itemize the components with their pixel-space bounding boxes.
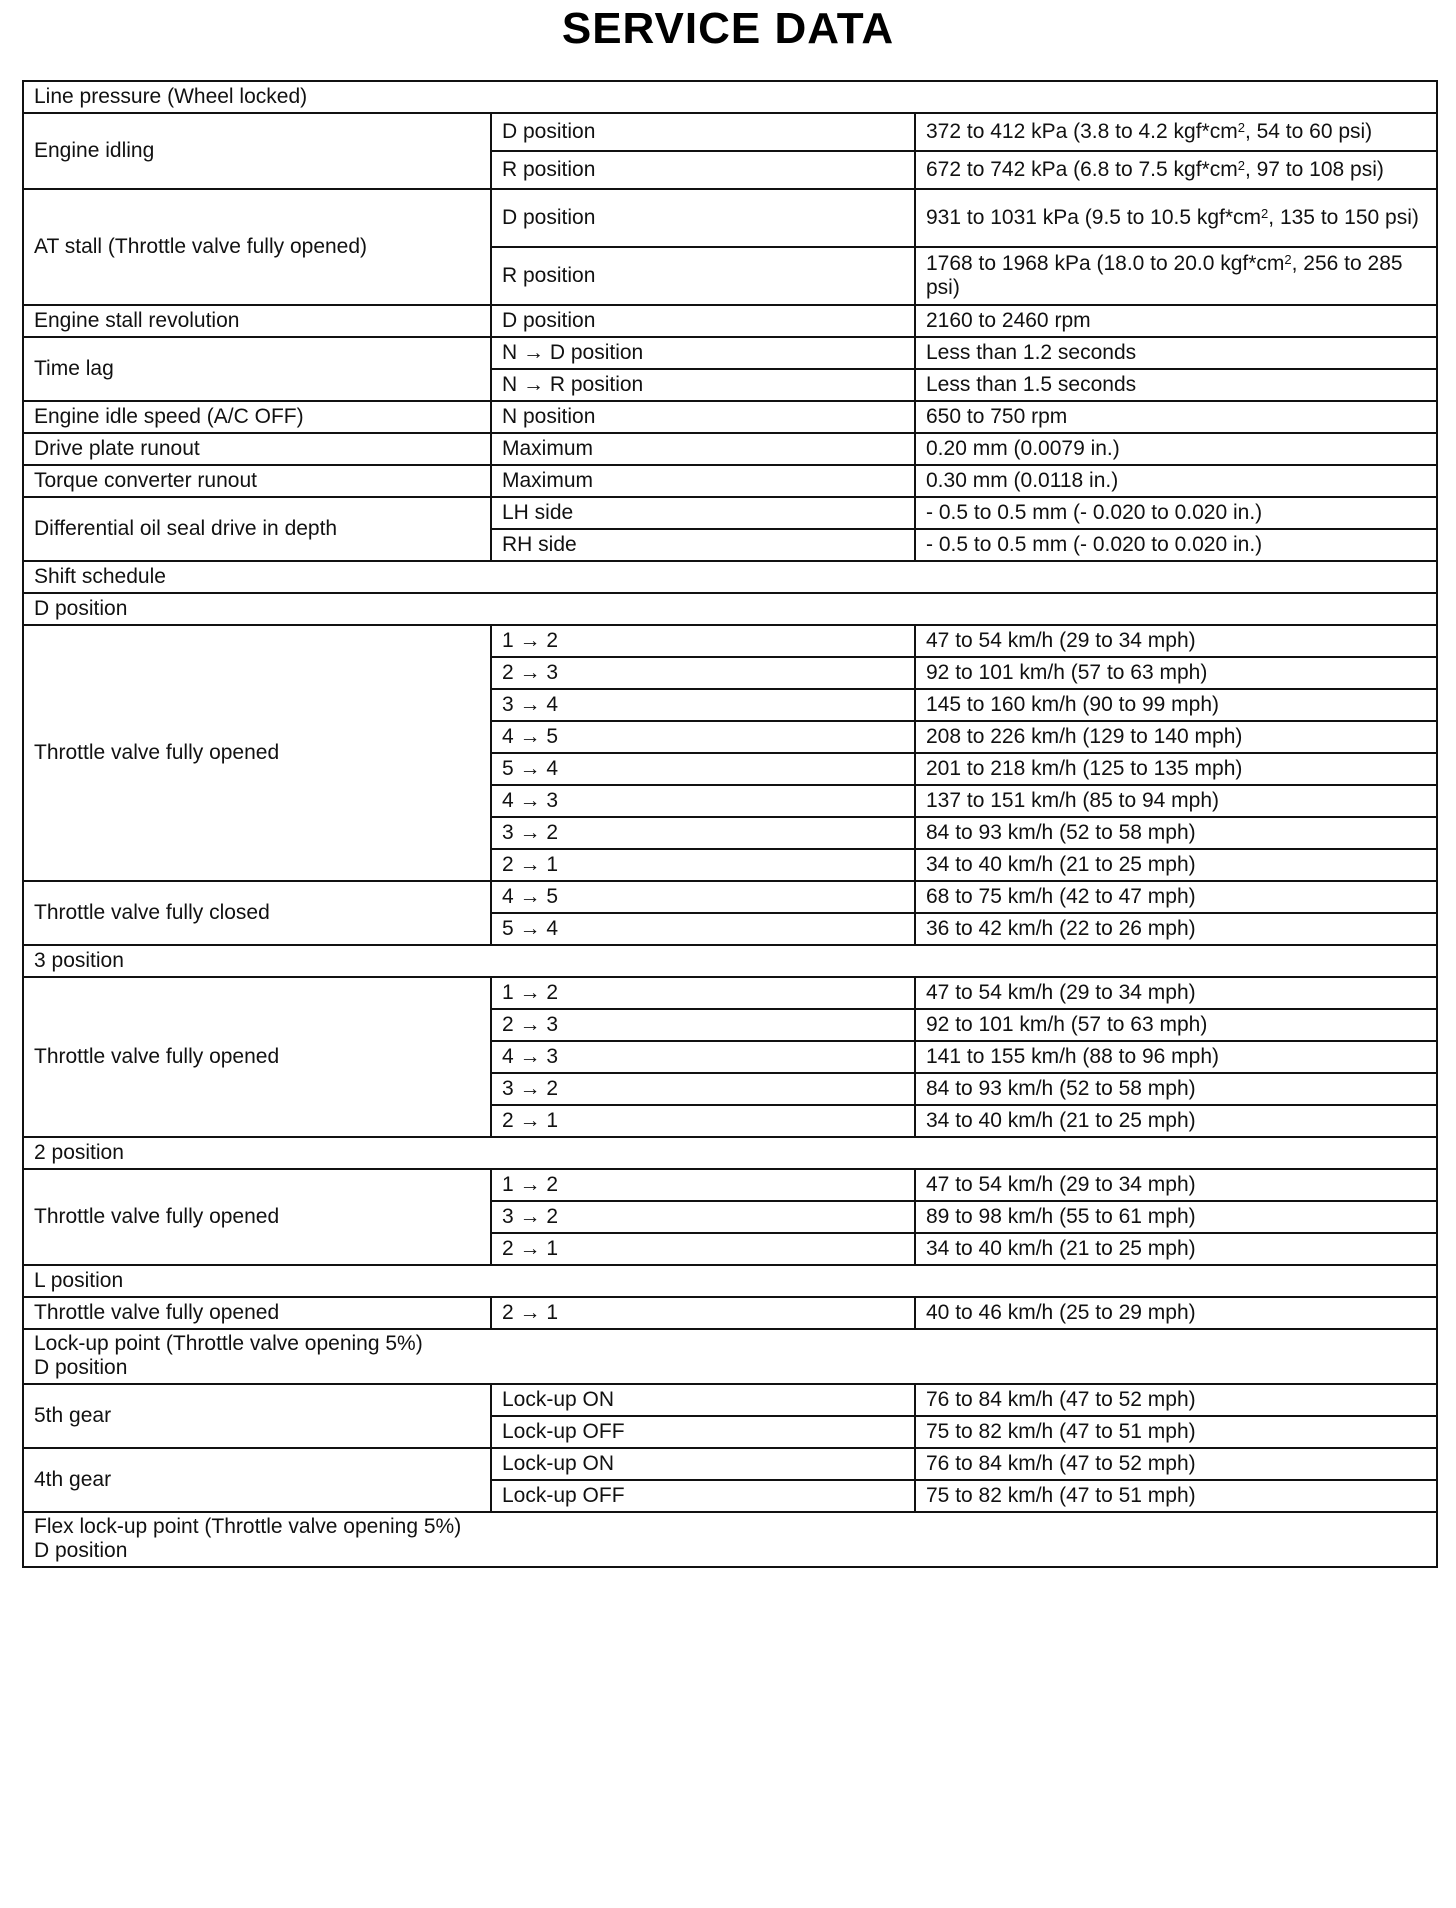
table-row: [23, 593, 1437, 625]
table-row: [23, 977, 1437, 1009]
shift-cell: 3 → 4: [491, 689, 915, 721]
speed-cell: 201 to 218 km/h (125 to 135 mph): [915, 753, 1437, 785]
table-row: [23, 189, 1437, 247]
value-cell: 650 to 750 rpm: [915, 401, 1437, 433]
speed-cell: 92 to 101 km/h (57 to 63 mph): [915, 657, 1437, 689]
value-cell: - 0.5 to 0.5 mm (- 0.020 to 0.020 in.): [915, 497, 1437, 529]
table-row: [23, 1169, 1437, 1201]
row-label: 5th gear: [23, 1384, 491, 1448]
row-label: Throttle valve fully opened: [23, 625, 491, 881]
table-row: [23, 1329, 1437, 1384]
row-label: Differential oil seal drive in depth: [23, 497, 491, 561]
condition-cell: R position: [491, 151, 915, 189]
value-cell: 0.20 mm (0.0079 in.): [915, 433, 1437, 465]
section-header: 3 position: [23, 945, 1437, 977]
value-cell: Less than 1.2 seconds: [915, 337, 1437, 369]
speed-cell: 137 to 151 km/h (85 to 94 mph): [915, 785, 1437, 817]
page-title: SERVICE DATA: [561, 4, 895, 53]
table-row: [23, 1265, 1437, 1297]
table-row: [23, 945, 1437, 977]
value-cell: 0.30 mm (0.0118 in.): [915, 465, 1437, 497]
row-label: Throttle valve fully opened: [23, 1297, 491, 1329]
table-row: [23, 881, 1437, 913]
shift-cell: 3 → 2: [491, 1073, 915, 1105]
shift-cell: 2 → 1: [491, 849, 915, 881]
service-data-table: [22, 80, 1438, 1568]
speed-cell: 92 to 101 km/h (57 to 63 mph): [915, 1009, 1437, 1041]
shift-cell: 4 → 5: [491, 881, 915, 913]
value-cell: 672 to 742 kPa (6.8 to 7.5 $kgf*cm^2$, 97 to 108 psi): [915, 151, 1437, 189]
value-cell: Less than 1.5 seconds: [915, 369, 1437, 401]
shift-cell: 2 → 1: [491, 1297, 915, 1329]
row-label: Engine idling: [23, 113, 491, 189]
value-cell: 2160 to 2460 rpm: [915, 305, 1437, 337]
condition-cell: Lock-up OFF: [491, 1416, 915, 1448]
shift-cell: 4 → 3: [491, 785, 915, 817]
section-header: 2 position: [23, 1137, 1437, 1169]
condition-cell: R position: [491, 247, 915, 305]
section-header: Lock-up point (Throttle valve opening 5%) D position: [23, 1329, 1437, 1384]
table-row: [23, 1512, 1437, 1567]
condition-cell: Lock-up ON: [491, 1384, 915, 1416]
speed-cell: 40 to 46 km/h (25 to 29 mph): [915, 1297, 1437, 1329]
table-row: [23, 1137, 1437, 1169]
speed-cell: 47 to 54 km/h (29 to 34 mph): [915, 977, 1437, 1009]
condition-cell: D position: [491, 189, 915, 247]
value-cell: 372 to 412 kPa (3.8 to 4.2 $kgf*cm^2$, 54 to 60 psi): [915, 113, 1437, 151]
table-row: [23, 497, 1437, 529]
table-row: [23, 1297, 1437, 1329]
table-row: [23, 113, 1437, 151]
value-cell: 76 to 84 km/h (47 to 52 mph): [915, 1384, 1437, 1416]
value-cell: - 0.5 to 0.5 mm (- 0.020 to 0.020 in.): [915, 529, 1437, 561]
shift-cell: 2 → 1: [491, 1233, 915, 1265]
speed-cell: 141 to 155 km/h (88 to 96 mph): [915, 1041, 1437, 1073]
table-row: [23, 1384, 1437, 1416]
section-header: D position: [23, 593, 1437, 625]
row-label: Engine idle speed (A/C OFF): [23, 401, 491, 433]
section-header: Shift schedule: [23, 561, 1437, 593]
condition-cell: N position: [491, 401, 915, 433]
table-row: [23, 561, 1437, 593]
table-row: [23, 433, 1437, 465]
condition-cell: D position: [491, 113, 915, 151]
shift-cell: 2 → 3: [491, 657, 915, 689]
table-row: [23, 81, 1437, 113]
condition-cell: N → R position: [491, 369, 915, 401]
speed-cell: 84 to 93 km/h (52 to 58 mph): [915, 1073, 1437, 1105]
value-cell: 931 to 1031 kPa (9.5 to 10.5 $kgf*cm^2$, 135 to 150 psi): [915, 189, 1437, 247]
speed-cell: 145 to 160 km/h (90 to 99 mph): [915, 689, 1437, 721]
table-row: [23, 305, 1437, 337]
row-label: Throttle valve fully opened: [23, 1169, 491, 1265]
row-label: Throttle valve fully opened: [23, 977, 491, 1137]
shift-cell: 3 → 2: [491, 817, 915, 849]
shift-cell: 4 → 5: [491, 721, 915, 753]
speed-cell: 34 to 40 km/h (21 to 25 mph): [915, 1233, 1437, 1265]
section-header: L position: [23, 1265, 1437, 1297]
value-cell: 75 to 82 km/h (47 to 51 mph): [915, 1480, 1437, 1512]
table-row: [23, 465, 1437, 497]
speed-cell: 89 to 98 km/h (55 to 61 mph): [915, 1201, 1437, 1233]
speed-cell: 208 to 226 km/h (129 to 140 mph): [915, 721, 1437, 753]
shift-cell: 5 → 4: [491, 913, 915, 945]
row-label: Torque converter runout: [23, 465, 491, 497]
table-row: [23, 625, 1437, 657]
speed-cell: 34 to 40 km/h (21 to 25 mph): [915, 849, 1437, 881]
row-label: AT stall (Throttle valve fully opened): [23, 189, 491, 305]
shift-cell: 3 → 2: [491, 1201, 915, 1233]
condition-cell: Lock-up ON: [491, 1448, 915, 1480]
section-header: Flex lock-up point (Throttle valve opening 5%) D position: [23, 1512, 1437, 1567]
shift-cell: 1 → 2: [491, 977, 915, 1009]
shift-cell: 2 → 1: [491, 1105, 915, 1137]
speed-cell: 47 to 54 km/h (29 to 34 mph): [915, 625, 1437, 657]
row-label: Throttle valve fully closed: [23, 881, 491, 945]
condition-cell: RH side: [491, 529, 915, 561]
value-cell: 75 to 82 km/h (47 to 51 mph): [915, 1416, 1437, 1448]
shift-cell: 4 → 3: [491, 1041, 915, 1073]
row-label: Engine stall revolution: [23, 305, 491, 337]
row-label: 4th gear: [23, 1448, 491, 1512]
section-header: Line pressure (Wheel locked): [23, 81, 1437, 113]
condition-cell: Lock-up OFF: [491, 1480, 915, 1512]
table-row: [23, 401, 1437, 433]
shift-cell: 2 → 3: [491, 1009, 915, 1041]
table-row: [23, 337, 1437, 369]
speed-cell: 47 to 54 km/h (29 to 34 mph): [915, 1169, 1437, 1201]
shift-cell: 1 → 2: [491, 625, 915, 657]
table-row: [23, 1448, 1437, 1480]
row-label: Drive plate runout: [23, 433, 491, 465]
value-cell: 1768 to 1968 kPa (18.0 to 20.0 $kgf*cm^2$, 256 to 285 psi): [915, 247, 1437, 305]
condition-cell: Maximum: [491, 433, 915, 465]
condition-cell: D position: [491, 305, 915, 337]
shift-cell: 5 → 4: [491, 753, 915, 785]
speed-cell: 68 to 75 km/h (42 to 47 mph): [915, 881, 1437, 913]
speed-cell: 84 to 93 km/h (52 to 58 mph): [915, 817, 1437, 849]
value-cell: 76 to 84 km/h (47 to 52 mph): [915, 1448, 1437, 1480]
row-label: Time lag: [23, 337, 491, 401]
condition-cell: LH side: [491, 497, 915, 529]
condition-cell: Maximum: [491, 465, 915, 497]
condition-cell: N → D position: [491, 337, 915, 369]
speed-cell: 34 to 40 km/h (21 to 25 mph): [915, 1105, 1437, 1137]
shift-cell: 1 → 2: [491, 1169, 915, 1201]
speed-cell: 36 to 42 km/h (22 to 26 mph): [915, 913, 1437, 945]
